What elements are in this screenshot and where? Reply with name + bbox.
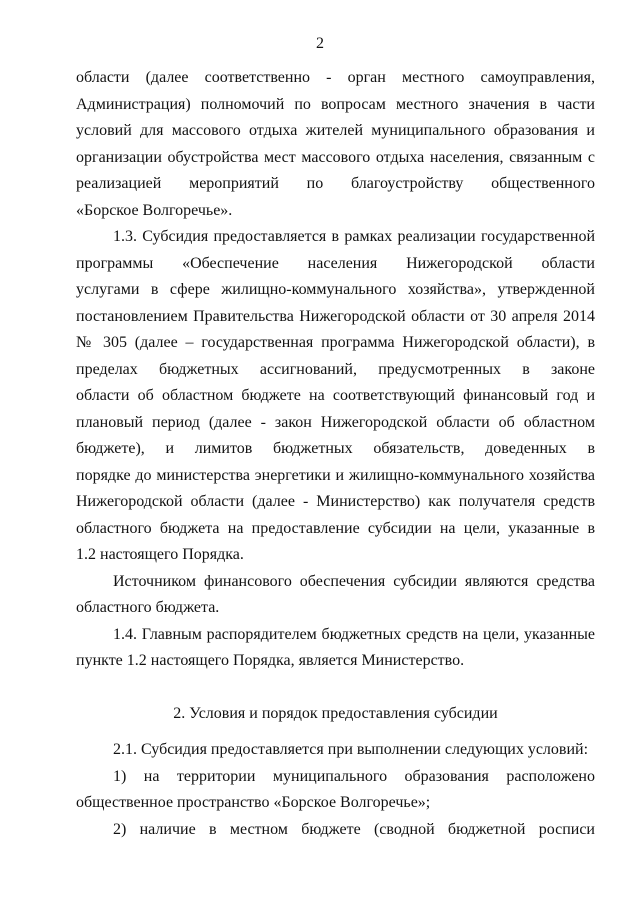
text-line: общественное пространство «Борское Волгоречье»;	[76, 794, 431, 811]
spacer	[76, 675, 595, 701]
text-line: условий для массового отдыха жителей муниципального образования и	[76, 122, 595, 139]
text-line: областного бюджета на предоставление субсидии на цели, указанные в	[76, 519, 595, 537]
text-line: областного бюджета.	[76, 599, 220, 616]
section-2-text	[76, 737, 595, 843]
text-line: пределах бюджетных ассигнований, предусмотренных в законе	[76, 360, 595, 378]
text-line: плановый период (далее - закон Нижегородской области об областном	[76, 413, 595, 431]
text-line: 1.4. Главным распорядителем бюджетных средств на цели, указанные	[113, 625, 595, 643]
text-line: № 305 (далее – государственная программа Нижегородской области), в	[76, 334, 595, 351]
text-line: 1.3. Субсидия предоставляется в рамках реализации государственной	[113, 228, 595, 245]
text-line: области (далее соответственно - орган местного самоуправления,	[76, 69, 595, 86]
text-line: услугами в сфере жилищно-коммунального хозяйства», утвержденной	[76, 281, 595, 298]
text-line: «Борское Волгоречье».	[76, 201, 233, 219]
text-line: организации обустройства мест массового отдыха населения, связанным с	[76, 148, 595, 166]
text-line: области об областном бюджете на соответствующий финансовый год и	[76, 387, 595, 404]
section-heading: 2. Условия и порядок предоставления субсидии	[173, 704, 498, 722]
text-line: Нижегородской области (далее - Министерство) как получателя средств	[76, 493, 595, 510]
text-line: Источником финансового обеспечения субсидии являются средства	[113, 572, 595, 590]
text-line: 1.2 настоящего Порядка.	[76, 546, 244, 563]
text-line: 1) на территории муниципального образования расположено	[113, 767, 595, 785]
text-line: 2.1. Субсидия предоставляется при выполнении следующих условий:	[113, 741, 589, 758]
text-line: 2) наличие в местном бюджете (сводной бюджетной росписи	[113, 820, 595, 838]
spacer	[76, 727, 595, 737]
text-line: постановлением Правительства Нижегородской области от 30 апреля 2014	[76, 307, 595, 325]
section-1-text	[76, 65, 595, 675]
text-line: бюджете), и лимитов бюджетных обязательств, доведенных в	[76, 440, 595, 457]
document-body	[76, 65, 595, 843]
text-line: Администрация) полномочий по вопросам местного значения в части	[76, 95, 595, 113]
page-number: 2	[316, 35, 324, 52]
text-line: порядке до министерства энергетики и жилищно-коммунального хозяйства	[76, 466, 595, 484]
text-line: программы «Обеспечение населения Нижегородской области	[76, 254, 595, 272]
text-line: реализацией мероприятий по благоустройству общественного	[76, 175, 595, 192]
text-line: пункте 1.2 настоящего Порядка, является Министерство.	[76, 652, 465, 669]
